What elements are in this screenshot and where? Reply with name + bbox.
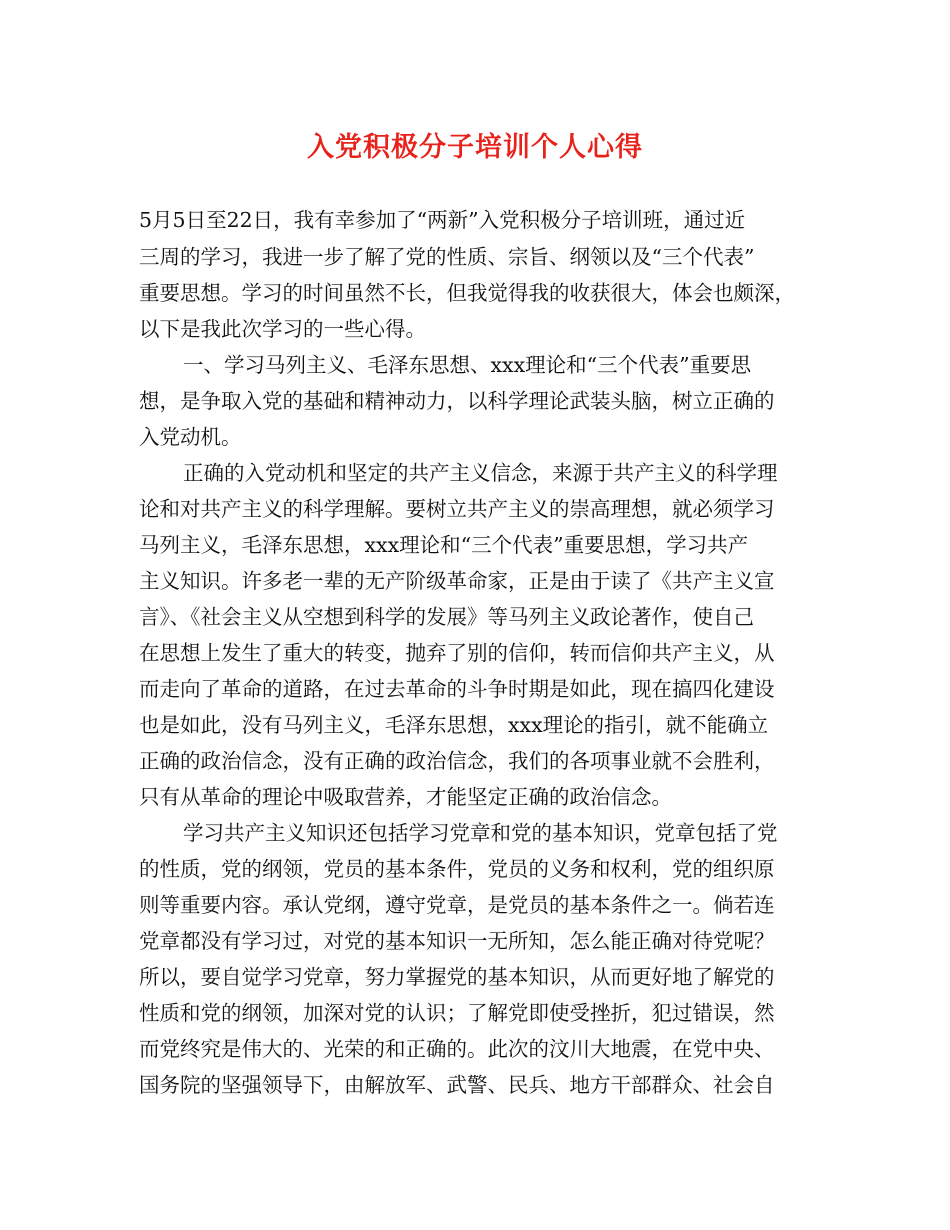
- text-line: 主义知识。许多老一辈的无产阶级革命家，正是由于读了《共产主义宣: [139, 569, 775, 593]
- text-line: 论和对共产主义的科学理解。要树立共产主义的崇高理想，就必须学习: [139, 497, 775, 521]
- text-line: 的性质，党的纲领，党员的基本条件，党员的义务和权利，党的组织原: [139, 857, 775, 881]
- text-line: 正确的入党动机和坚定的共产主义信念，来源于共产主义的科学理: [183, 461, 778, 485]
- text-line: 所以，要自觉学习党章，努力掌握党的基本知识，从而更好地了解党的: [139, 965, 775, 989]
- text-line: 马列主义，毛泽东思想，xxx理论和“三个代表”重要思想，学习共产: [139, 533, 749, 557]
- text-line: 国务院的坚强领导下，由解放军、武警、民兵、地方干部群众、社会自: [139, 1073, 775, 1097]
- text-line: 想，是争取入党的基础和精神动力，以科学理论武装头脑，树立正确的: [139, 389, 775, 413]
- text-line: 只有从革命的理论中吸取营养，才能坚定正确的政治信念。: [139, 785, 672, 809]
- text-line: 则等重要内容。承认党纲，遵守党章，是党员的基本条件之一。倘若连: [139, 893, 775, 917]
- text-line: 学习共产主义知识还包括学习党章和党的基本知识，党章包括了党: [183, 821, 778, 845]
- text-line: 党章都没有学习过，对党的基本知识一无所知，怎么能正确对待党呢？: [139, 929, 775, 953]
- text-line: 也是如此，没有马列主义，毛泽东思想，xxx理论的指引，就不能确立: [139, 713, 769, 737]
- text-line: 以下是我此次学习的一些心得。: [139, 317, 426, 341]
- text-line: 入党动机。: [139, 425, 242, 449]
- text-line: 而走向了革命的道路，在过去革命的斗争时期是如此，现在搞四化建设: [139, 677, 775, 701]
- text-line: 性质和党的纲领，加深对党的认识；了解党即使受挫折，犯过错误，然: [139, 1001, 775, 1025]
- document-title: 入党积极分子培训个人心得: [307, 132, 643, 163]
- text-line: 言》、《社会主义从空想到科学的发展》等马列主义政论著作，使自己: [139, 605, 754, 629]
- text-line: 正确的政治信念，没有正确的政治信念，我们的各项事业就不会胜利，: [139, 749, 775, 773]
- text-line: 而党终究是伟大的、光荣的和正确的。此次的汶川大地震，在党中央、: [139, 1037, 775, 1061]
- text-line: 三周的学习，我进一步了解了党的性质、宗旨、纲领以及“三个代表”: [139, 245, 755, 269]
- text-line: 一、学习马列主义、毛泽东思想、xxx理论和“三个代表”重要思: [183, 353, 752, 377]
- text-line: 5月5日至22日，我有幸参加了“两新”入党积极分子培训班，通过近: [139, 208, 746, 232]
- text-line: 重要思想。学习的时间虽然不长，但我觉得我的收获很大，体会也颇深，: [139, 281, 795, 305]
- text-line: 在思想上发生了重大的转变，抛弃了别的信仰，转而信仰共产主义，从: [139, 641, 775, 665]
